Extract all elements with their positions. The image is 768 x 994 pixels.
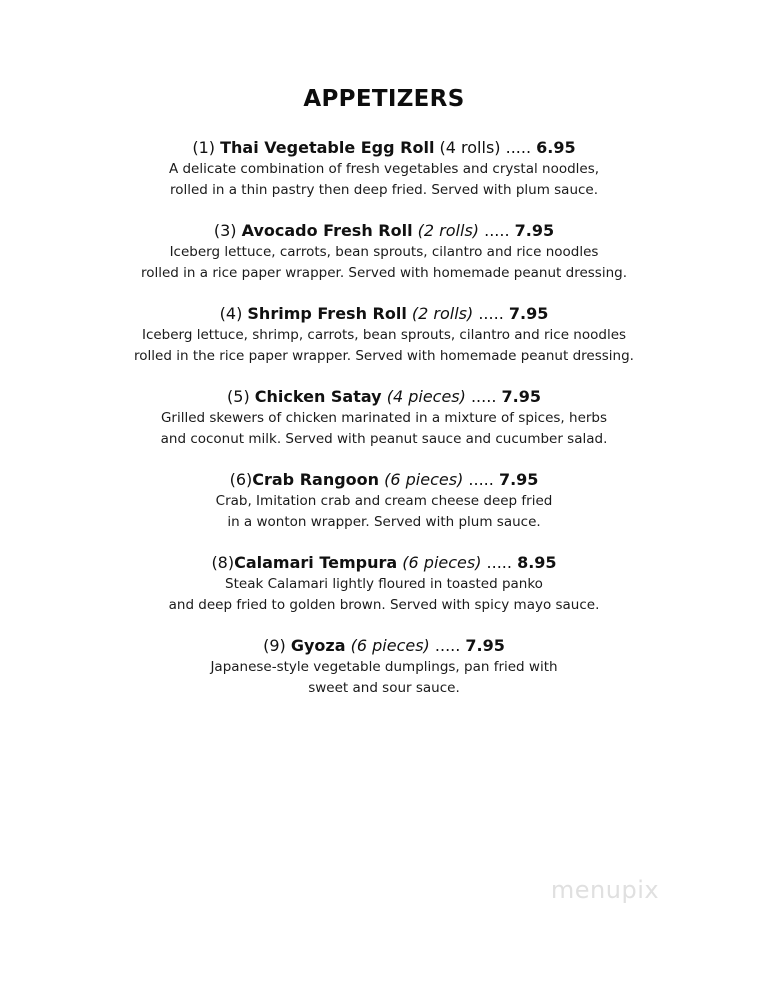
item-number: (8) <box>211 553 235 572</box>
item-number: (4) <box>219 304 243 323</box>
item-description-line: rolled in a rice paper wrapper. Served with homemade peanut dressing. <box>140 264 627 281</box>
item-leader-dots: ..... <box>486 553 512 572</box>
item-description-line: sweet and sour sauce. <box>308 679 460 696</box>
item-description-line: Japanese-style vegetable dumplings, pan fried with <box>210 659 558 675</box>
item-description-line: in a wonton wrapper. Served with plum sauce. <box>227 513 541 530</box>
item-description-line: rolled in the rice paper wrapper. Served with homemade peanut dressing. <box>134 347 634 364</box>
item-name: Crab Rangoon <box>252 470 380 489</box>
item-number: (1) <box>192 138 216 157</box>
item-description-line: rolled in a thin pastry then deep fried. Served with plum sauce. <box>169 181 599 198</box>
menu-item-calamari-tempura <box>0 551 768 634</box>
item-number: (6) <box>229 470 253 489</box>
item-quantity: (4 rolls) <box>439 138 501 157</box>
item-quantity: (6 pieces) <box>350 636 430 655</box>
item-header <box>0 385 768 408</box>
menu-item-avocado-fresh-roll <box>0 219 768 302</box>
item-leader-dots: ..... <box>470 387 497 406</box>
item-quantity: (4 pieces) <box>386 387 466 406</box>
item-description-line: Grilled skewers of chicken marinated in a mixture of spices, herbs <box>160 410 608 426</box>
item-leader-dots: ..... <box>484 221 510 240</box>
item-header <box>0 551 768 574</box>
item-description-line: and deep fried to golden brown. Served with spicy mayo sauce. <box>168 596 600 613</box>
menu-item-shrimp-fresh-roll <box>0 302 768 385</box>
item-quantity: (6 pieces) <box>402 553 482 572</box>
item-description-line: A delicate combination of fresh vegetables and crystal noodles, <box>168 161 600 177</box>
menu-list <box>0 136 768 717</box>
item-price: 6.95 <box>536 138 576 157</box>
item-price: 8.95 <box>517 553 557 572</box>
item-leader-dots: ..... <box>505 138 532 157</box>
item-quantity: (2 rolls) <box>411 304 474 323</box>
item-name: Shrimp Fresh Roll <box>247 304 407 323</box>
item-number: (9) <box>263 636 286 655</box>
item-header <box>0 468 768 491</box>
item-header <box>0 219 768 242</box>
page-title: APPETIZERS <box>303 86 465 112</box>
item-header <box>0 136 768 159</box>
menu-item-gyoza <box>0 634 768 717</box>
menu-item-thai-vegetable-egg-roll <box>0 136 768 219</box>
item-leader-dots: ..... <box>434 636 461 655</box>
item-header <box>0 634 768 657</box>
item-header <box>0 302 768 325</box>
menupix-watermark <box>520 874 690 904</box>
item-description-line: and coconut milk. Served with peanut sauce and cucumber salad. <box>160 430 608 447</box>
item-price: 7.95 <box>498 470 539 489</box>
item-description-line: Iceberg lettuce, shrimp, carrots, bean sprouts, cilantro and rice noodles <box>141 327 627 343</box>
item-description-line: Crab, Imitation crab and cream cheese deep fried <box>215 493 553 509</box>
item-price: 7.95 <box>465 636 505 655</box>
item-description-line: Iceberg lettuce, carrots, bean sprouts, cilantro and rice noodles <box>169 244 599 260</box>
item-name: Gyoza <box>290 636 346 655</box>
item-price: 7.95 <box>501 387 541 406</box>
item-number: (3) <box>213 221 237 240</box>
item-leader-dots: ..... <box>468 470 494 489</box>
item-quantity: (6 pieces) <box>384 470 464 489</box>
menu-item-chicken-satay <box>0 385 768 468</box>
item-number: (5) <box>227 387 250 406</box>
item-price: 7.95 <box>508 304 549 323</box>
item-name: Thai Vegetable Egg Roll <box>220 138 435 157</box>
item-price: 7.95 <box>514 221 555 240</box>
menu-item-crab-rangoon <box>0 468 768 551</box>
item-name: Calamari Tempura <box>234 553 398 572</box>
item-quantity: (2 rolls) <box>417 221 480 240</box>
item-description-line: Steak Calamari lightly floured in toasted panko <box>225 576 543 592</box>
item-leader-dots: ..... <box>478 304 504 323</box>
item-name: Avocado Fresh Roll <box>241 221 413 240</box>
menupix-logo: menupix <box>550 876 660 904</box>
item-name: Chicken Satay <box>254 387 382 406</box>
